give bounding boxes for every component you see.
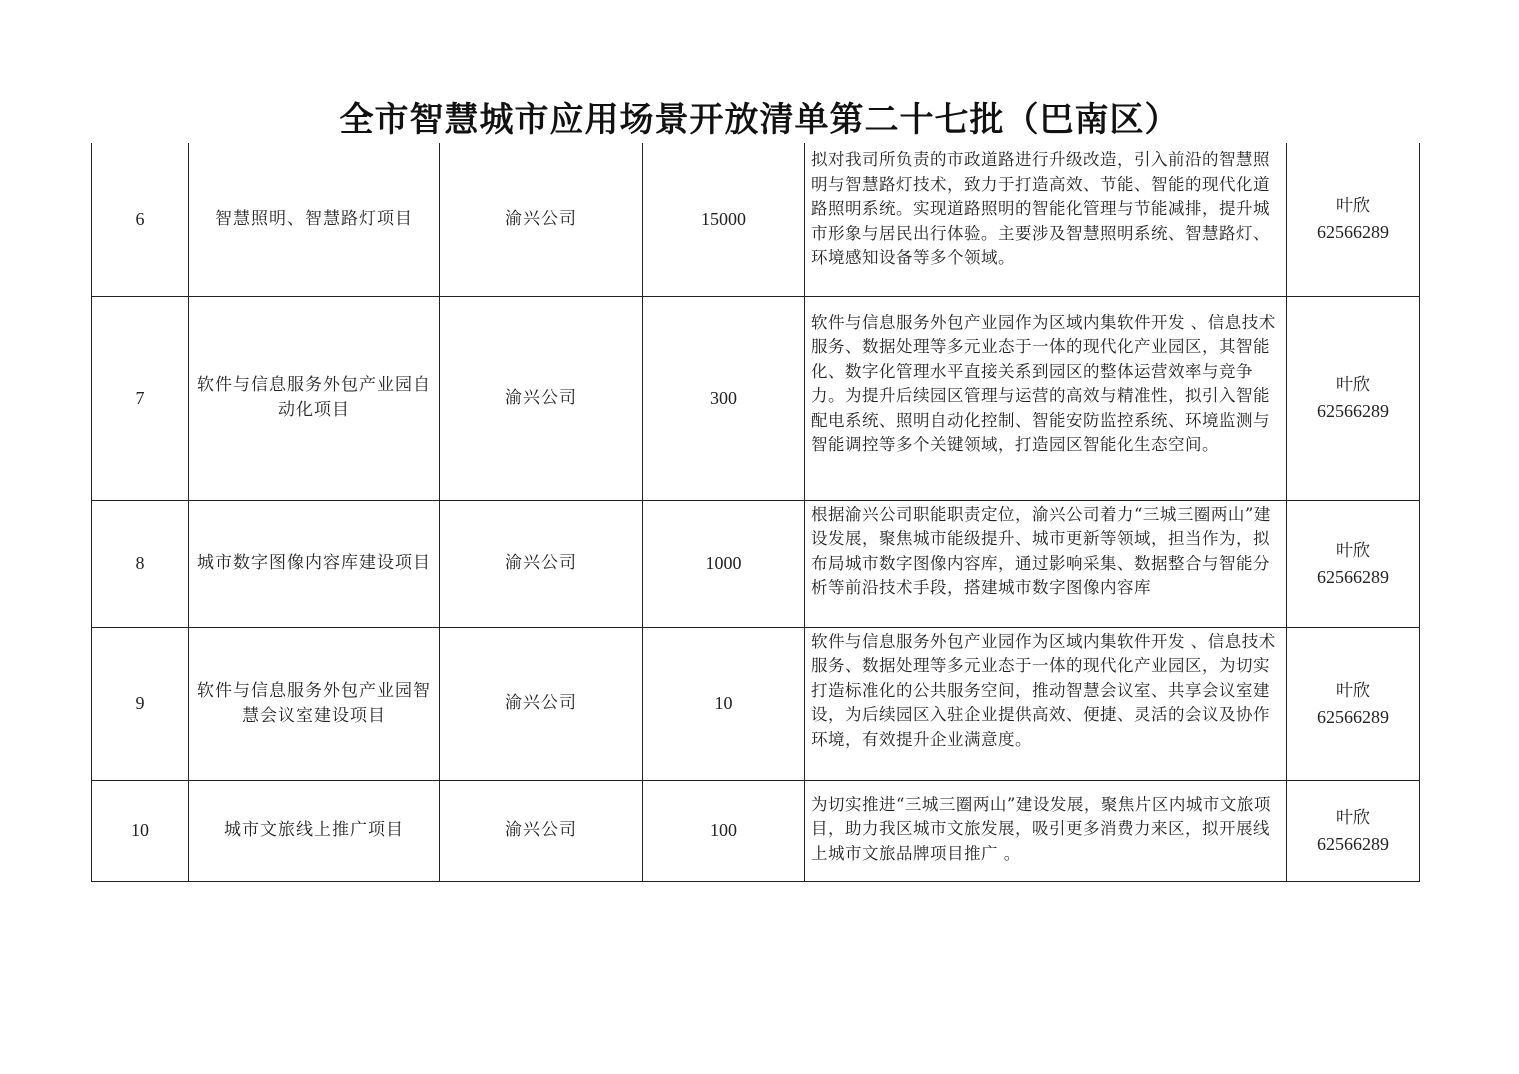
project-org: 渝兴公司 bbox=[440, 500, 643, 627]
project-org: 渝兴公司 bbox=[440, 296, 643, 500]
contact-phone: 62566289 bbox=[1317, 833, 1389, 854]
project-name: 智慧照明、智慧路灯项目 bbox=[189, 143, 440, 296]
project-contact bbox=[1287, 143, 1420, 296]
project-org: 渝兴公司 bbox=[440, 143, 643, 296]
contact-name: 叶欣 bbox=[1336, 375, 1370, 395]
project-name: 城市数字图像内容库建设项目 bbox=[189, 500, 440, 627]
project-description: 根据渝兴公司职能职责定位，渝兴公司着力“三城三圈两山”建设发展，聚焦城市能级提升、城市更新等领域，担当作为，拟布局城市数字图像内容库，通过影响采集、数据整合与智能分析等前沿技术手段，搭建城市数字图像内容库 bbox=[805, 500, 1287, 627]
contact-phone: 62566289 bbox=[1317, 566, 1389, 587]
project-amount: 300 bbox=[643, 296, 805, 500]
contact-name: 叶欣 bbox=[1336, 807, 1370, 828]
project-name: 城市文旅线上推广项目 bbox=[189, 780, 440, 881]
page-title: 全市智慧城市应用场景开放清单第二十七批（巴南区） bbox=[339, 100, 1180, 140]
table-row bbox=[92, 780, 1420, 881]
project-contact bbox=[1287, 627, 1420, 780]
project-amount: 15000 bbox=[643, 143, 805, 296]
contact-phone: 62566289 bbox=[1317, 706, 1389, 727]
project-amount: 100 bbox=[643, 780, 805, 881]
project-table bbox=[91, 143, 1419, 882]
row-index: 8 bbox=[92, 500, 189, 627]
table-row bbox=[92, 627, 1420, 780]
project-org: 渝兴公司 bbox=[440, 780, 643, 881]
table-row bbox=[92, 143, 1420, 296]
row-index: 6 bbox=[92, 143, 189, 296]
contact-phone: 62566289 bbox=[1317, 401, 1389, 421]
project-contact bbox=[1287, 780, 1420, 881]
project-amount: 10 bbox=[643, 627, 805, 780]
project-org: 渝兴公司 bbox=[440, 627, 643, 780]
project-description: 拟对我司所负责的市政道路进行升级改造，引入前沿的智慧照明与智慧路灯技术，致力于打造高效、节能、智能的现代化道路照明系统。实现道路照明的智能化管理与节能减排，提升城市形象与居民出行体验。主要涉及智慧照明系统、智慧路灯、环境感知设备等多个领域。 bbox=[805, 143, 1287, 296]
contact-name: 叶欣 bbox=[1336, 196, 1370, 217]
project-contact bbox=[1287, 500, 1420, 627]
contact-phone: 62566289 bbox=[1317, 222, 1389, 243]
project-name: 软件与信息服务外包产业园自动化项目 bbox=[189, 296, 440, 500]
row-index: 10 bbox=[92, 780, 189, 881]
contact-name: 叶欣 bbox=[1336, 680, 1370, 701]
table-row bbox=[92, 296, 1420, 500]
contact-name: 叶欣 bbox=[1336, 540, 1370, 561]
project-description: 为切实推进“三城三圈两山”建设发展，聚焦片区内城市文旅项目，助力我区城市文旅发展，吸引更多消费力来区，拟开展线上城市文旅品牌项目推广 。 bbox=[805, 780, 1287, 881]
table-row bbox=[92, 500, 1420, 627]
project-description: 软件与信息服务外包产业园作为区域内集软件开发 、信息技术服务、数据处理等多元业态于一体的现代化产业园区，为切实打造标准化的公共服务空间，推动智慧会议室、共享会议室建设，为后续园区入驻企业提供高效、便捷、灵活的会议及协作环境，有效提升企业满意度。 bbox=[805, 627, 1287, 780]
row-index: 9 bbox=[92, 627, 189, 780]
project-amount: 1000 bbox=[643, 500, 805, 627]
project-contact bbox=[1287, 296, 1420, 500]
project-name: 软件与信息服务外包产业园智慧会议室建设项目 bbox=[189, 627, 440, 780]
project-description: 软件与信息服务外包产业园作为区域内集软件开发 、信息技术服务、数据处理等多元业态于一体的现代化产业园区，其智能化、数字化管理水平直接关系到园区的整体运营效率与竞争力。为提升后续园区管理与运营的高效与精准性，拟引入智能配电系统、照明自动化控制、智能安防监控系统、环境监测与智能调控等多个关键领域，打造园区智能化生态空间。 bbox=[805, 296, 1287, 500]
row-index: 7 bbox=[92, 296, 189, 500]
